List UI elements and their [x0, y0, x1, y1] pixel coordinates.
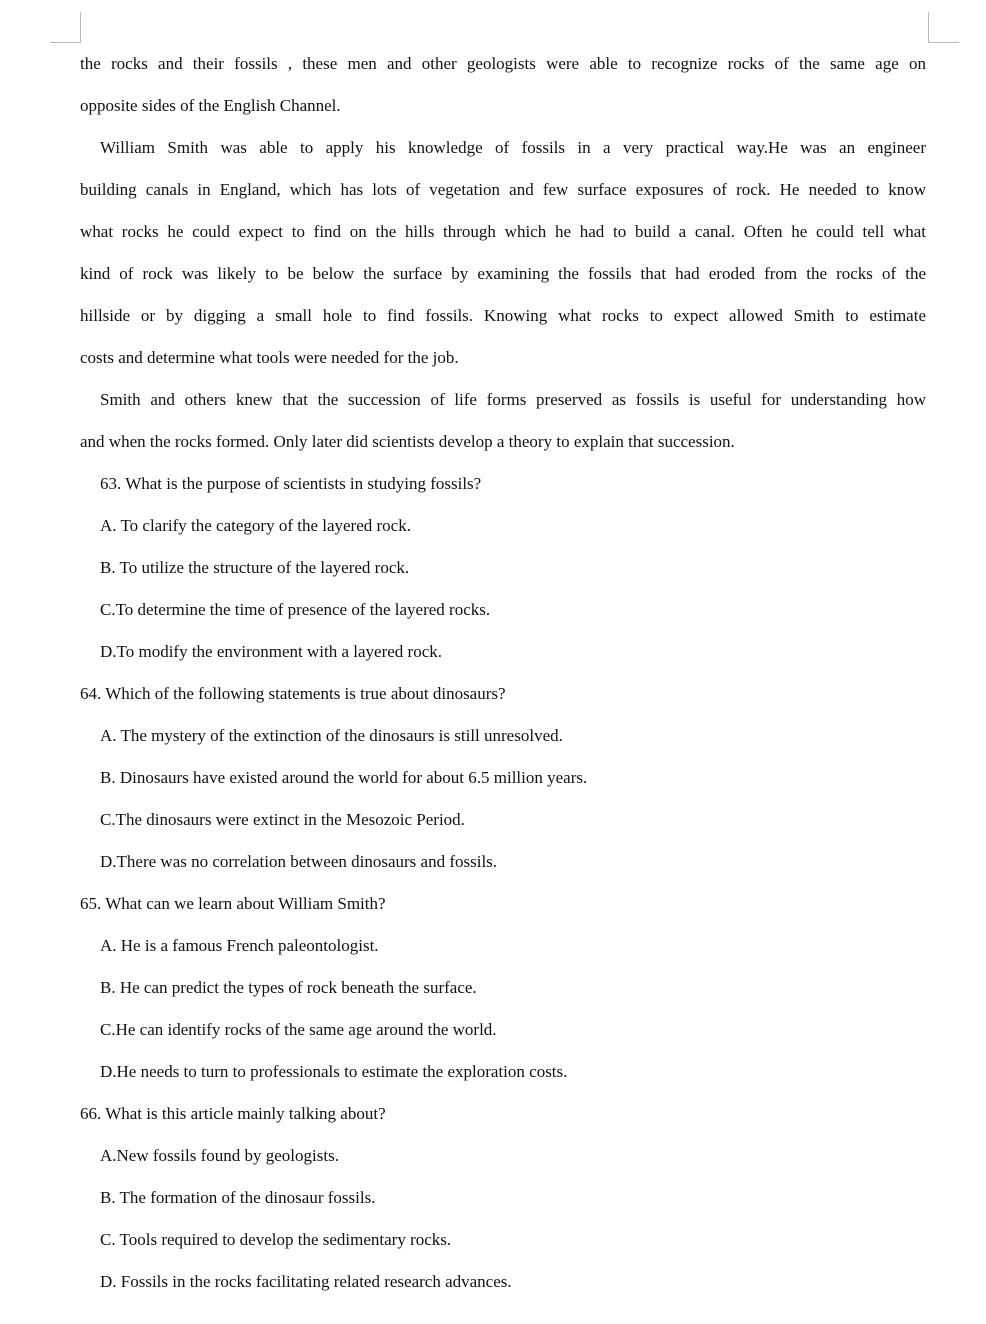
answer-option: B. Dinosaurs have existed around the world for about 6.5 million years. — [100, 768, 588, 787]
answer-option: C.To determine the time of presence of the layered rocks. — [100, 600, 491, 619]
text-line: hillside or by digging a small hole to find fossils. Knowing what rocks to expect allowed Smith to estimate — [80, 306, 926, 325]
answer-option: A.New fossils found by geologists. — [100, 1146, 339, 1165]
question-66 — [80, 1093, 926, 1303]
answer-option: A. The mystery of the extinction of the dinosaurs is still unresolved. — [100, 726, 563, 745]
passage-paragraph-1 — [80, 43, 926, 127]
answer-option: A. To clarify the category of the layered rock. — [100, 516, 411, 535]
text-line: costs and determine what tools were needed for the job. — [80, 348, 459, 367]
question-stem: 66. What is this article mainly talking about? — [80, 1104, 386, 1123]
text-line: Smith and others knew that the succession of life forms preserved as fossils is useful for understanding how — [100, 390, 926, 409]
question-stem: 63. What is the purpose of scientists in studying fossils? — [100, 474, 482, 493]
text-line: what rocks he could expect to find on the hills through which he had to build a canal. Often he could tell what — [80, 222, 926, 241]
text-line: opposite sides of the English Channel. — [80, 96, 341, 115]
answer-option: C. Tools required to develop the sedimentary rocks. — [100, 1230, 452, 1249]
margin-corner-mark-left — [50, 12, 81, 43]
text-line: and when the rocks formed. Only later did scientists develop a theory to explain that succession. — [80, 432, 735, 451]
answer-option: C.He can identify rocks of the same age around the world. — [100, 1020, 497, 1039]
question-65 — [80, 883, 926, 1093]
passage-paragraph-2 — [80, 127, 926, 379]
passage-paragraph-3 — [80, 379, 926, 463]
question-stem: 64. Which of the following statements is true about dinosaurs? — [80, 684, 506, 703]
answer-option: D.To modify the environment with a layered rock. — [100, 642, 443, 661]
document-page — [80, 43, 926, 1303]
answer-option: A. He is a famous French paleontologist. — [100, 936, 379, 955]
answer-option: D. Fossils in the rocks facilitating related research advances. — [100, 1272, 512, 1291]
answer-option: B. To utilize the structure of the layered rock. — [100, 558, 410, 577]
text-line: building canals in England, which has lots of vegetation and few surface exposures of rock. He needed to know — [80, 180, 926, 199]
question-64 — [80, 673, 926, 883]
text-line: the rocks and their fossils , these men and other geologists were able to recognize rocks of the same age on — [80, 54, 926, 73]
answer-option: B. He can predict the types of rock beneath the surface. — [100, 978, 477, 997]
question-63 — [80, 463, 926, 673]
answer-option: B. The formation of the dinosaur fossils. — [100, 1188, 376, 1207]
answer-option: D.There was no correlation between dinosaurs and fossils. — [100, 852, 498, 871]
question-stem: 65. What can we learn about William Smith? — [80, 894, 386, 913]
margin-corner-mark-right — [928, 12, 959, 43]
text-line: William Smith was able to apply his knowledge of fossils in a very practical way.He was an engineer — [100, 138, 926, 157]
answer-option: C.The dinosaurs were extinct in the Mesozoic Period. — [100, 810, 465, 829]
text-line: kind of rock was likely to be below the surface by examining the fossils that had eroded from the rocks of the — [80, 264, 926, 283]
answer-option: D.He needs to turn to professionals to estimate the exploration costs. — [100, 1062, 568, 1081]
